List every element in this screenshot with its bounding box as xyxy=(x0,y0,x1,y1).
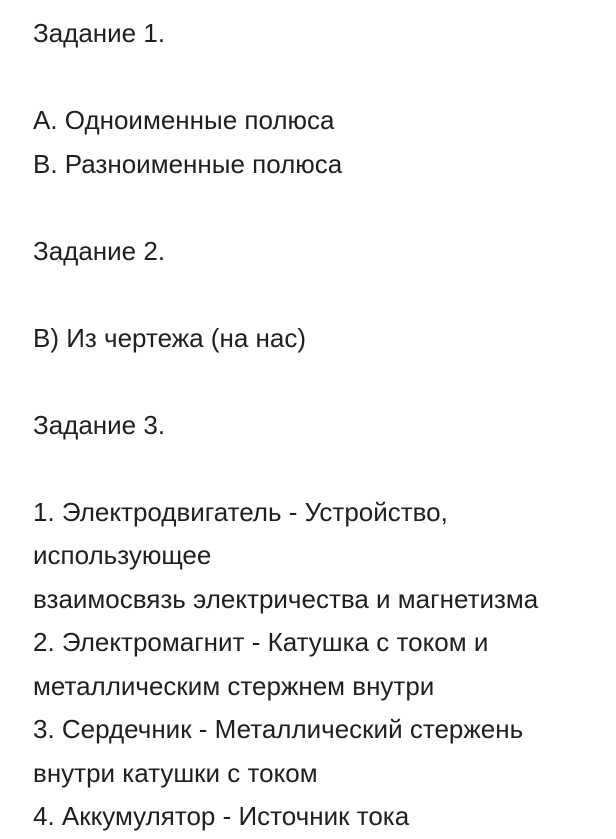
task3-line: металлическим стержнем внутри xyxy=(33,670,435,701)
task3-line: взаимосвязь электричества и магнетизма xyxy=(33,583,539,614)
task3-line: 3. Сердечник - Металлический стержень xyxy=(33,714,524,744)
task3-line: 4. Аккумулятор - Источник тока xyxy=(33,801,410,831)
spacer xyxy=(33,56,616,100)
spacer xyxy=(33,186,616,230)
task3-heading: Задание 3. xyxy=(33,409,166,440)
task1-answer-a: А. Одноименные полюса xyxy=(33,105,335,135)
task1-answer-b: В. Разноименные полюса xyxy=(33,148,343,179)
answer-document xyxy=(33,12,616,839)
task3-line: 2. Электромагнит - Катушка с током и xyxy=(33,627,489,657)
task1-heading: Задание 1. xyxy=(33,18,166,48)
task2-answer: В) Из чертежа (на нас) xyxy=(33,322,306,353)
task3-line: 1. Электродвигатель - Устройство, xyxy=(33,496,448,527)
spacer xyxy=(33,273,616,317)
task3-line: использующее xyxy=(33,540,212,570)
task2-heading: Задание 2. xyxy=(33,235,166,266)
task3-line: внутри катушки с током xyxy=(33,757,318,788)
spacer xyxy=(33,447,616,491)
spacer xyxy=(33,360,616,404)
